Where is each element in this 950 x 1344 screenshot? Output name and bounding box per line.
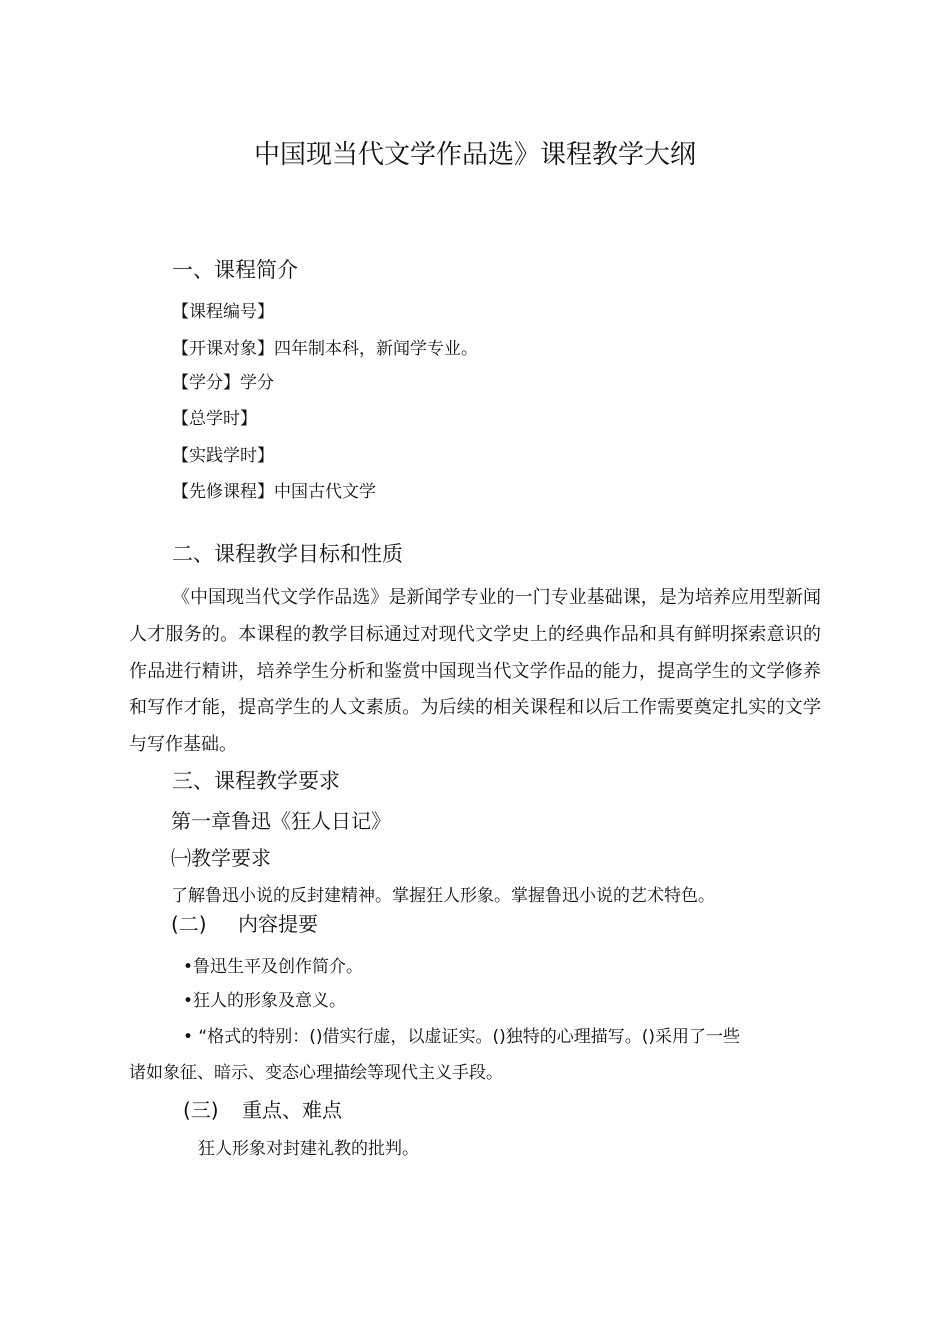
field-credits: 【学分】学分 xyxy=(172,373,274,393)
document-title: 中国现当代文学作品选》课程教学大纲 xyxy=(253,140,696,170)
content-heading-number: (二) xyxy=(171,912,207,936)
list-item: •鲁迅生平及创作简介。 xyxy=(183,957,364,977)
key-heading-number: (三) xyxy=(183,1098,219,1122)
field-total-hours: 【总学时】 xyxy=(172,409,257,429)
field-practice-hours: 【实践学时】 xyxy=(172,446,274,466)
list-item: • “格式的特别：()借实行虚，以虚证实。()独特的心理描写。()采用了一些 xyxy=(183,1027,741,1047)
list-item: •狂人的形象及意义。 xyxy=(183,991,347,1011)
section2-heading: 二、课程教学目标和性质 xyxy=(172,542,403,566)
field-audience: 【开课对象】四年制本科，新闻学专业。 xyxy=(172,339,478,359)
key-heading: 重点、难点 xyxy=(242,1098,342,1122)
teaching-req-heading: ㈠教学要求 xyxy=(171,846,271,870)
list-item-continuation: 诸如象征、暗示、变态心理描绘等现代主义手段。 xyxy=(129,1063,503,1083)
key-text: 狂人形象对封建礼教的批判。 xyxy=(198,1139,419,1159)
section2-paragraph: 《中国现当代文学作品选》是新闻学专业的一门专业基础课，是为培养应用型新闻人才服务的。本课程的教学目标通过对现代文学史上的经典作品和具有鲜明探索意识的作品进行精讲，培养学生分析和鉴赏中国现当代文学作品的能力，提高学生的文学修养和写作才能，提高学生的人文素质。为后续的相关课程和以后工作需要奠定扎实的文学与写作基础。 xyxy=(129,587,821,756)
chapter1-title: 第一章鲁迅《狂人日记》 xyxy=(171,809,391,833)
section3-heading: 三、课程教学要求 xyxy=(172,769,340,793)
teaching-req-text: 了解鲁迅小说的反封建精神。掌握狂人形象。掌握鲁迅小说的艺术特色。 xyxy=(171,886,715,906)
content-heading: 内容提要 xyxy=(238,912,318,936)
section1-heading: 一、课程简介 xyxy=(172,258,298,282)
field-prerequisite: 【先修课程】中国古代文学 xyxy=(172,482,376,502)
field-course-code: 【课程编号】 xyxy=(172,302,274,322)
